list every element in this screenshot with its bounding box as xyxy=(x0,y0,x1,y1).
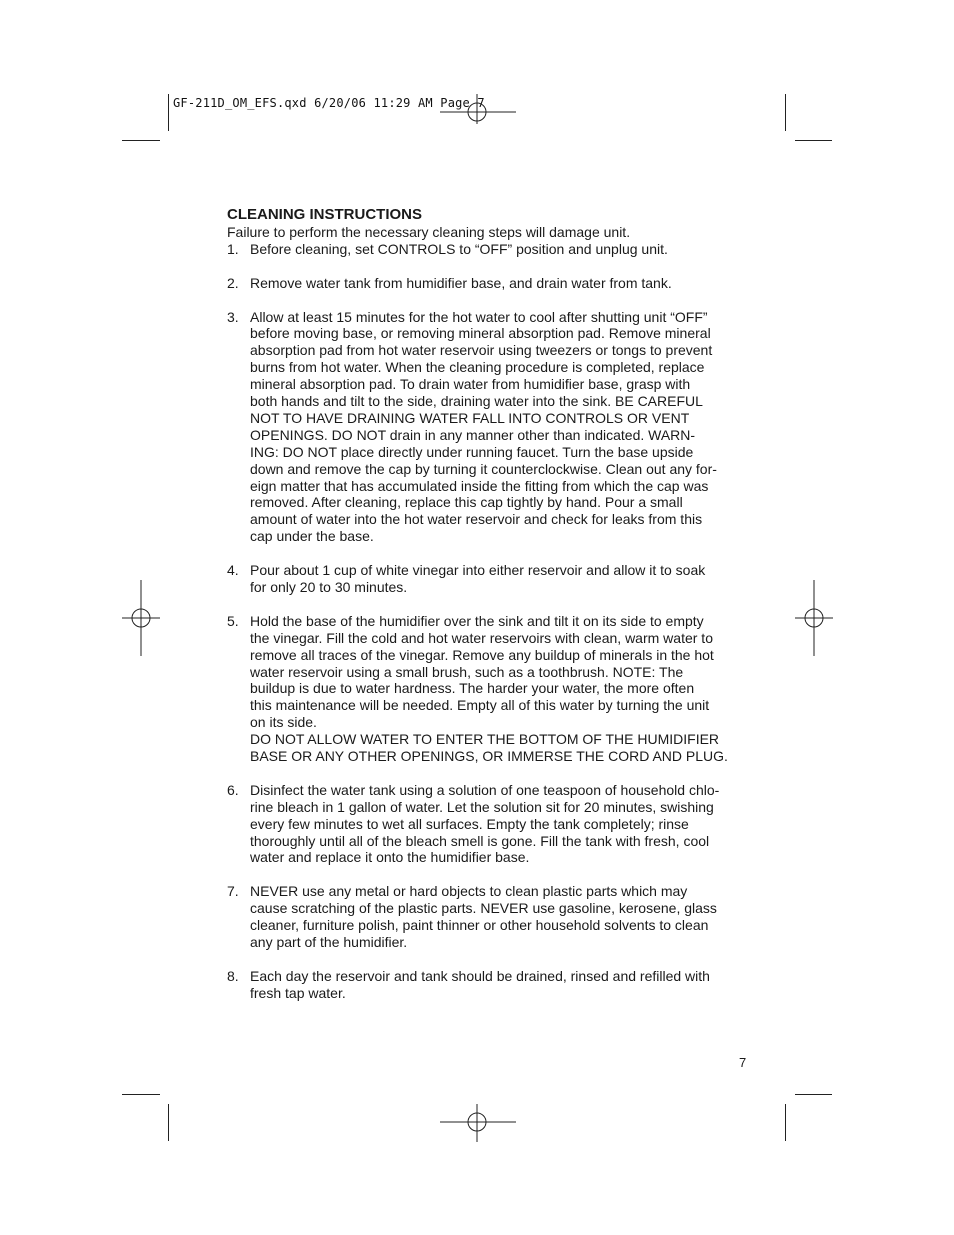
step-text: Disinfect the water tank using a solution of one teaspoon of household chlo- rine bleach in 1 gallon of water. Let the solution sit for 20 minutes, swishing every few minutes to wet all surfaces. Empty the tank completely; rinse thoroughly until all of the bleach smell is gone. Fill the tank with fresh, cool water and replace it onto the humidifier base. xyxy=(250,781,720,866)
cleaning-instructions xyxy=(227,205,733,1018)
list-item xyxy=(227,562,733,596)
page-number: 7 xyxy=(739,1055,747,1070)
step-text: Remove water tank from humidifier base, and drain water from tank. xyxy=(250,274,672,291)
step-number: 2. xyxy=(227,274,239,291)
steps-list xyxy=(227,241,733,1002)
registration-mark xyxy=(795,580,833,656)
crop-mark xyxy=(122,1094,160,1095)
step-text: Pour about 1 cup of white vinegar into either reservoir and allow it to soak for only 20 to 30 minutes. xyxy=(250,562,706,595)
step-text: Each day the reservoir and tank should be drained, rinsed and refilled with fresh tap water. xyxy=(250,967,710,1001)
print-slug: GF-211D_OM_EFS.qxd 6/20/06 11:29 AM Page 7 xyxy=(173,96,485,110)
step-text: Before cleaning, set CONTROLS to “OFF” position and unplug unit. xyxy=(250,240,668,257)
crop-mark xyxy=(168,1104,169,1141)
list-item xyxy=(227,883,733,951)
list-item xyxy=(227,968,733,1002)
step-number: 5. xyxy=(227,612,239,629)
step-number: 3. xyxy=(227,308,239,325)
step-text: NEVER use any metal or hard objects to clean plastic parts which may cause scratching of the plastic parts. NEVER use gasoline, kerosene, glass cleaner, furniture polish, paint thinner or other household solvents to clean any part of the humidifier. xyxy=(250,883,717,950)
intro-text: Failure to perform the necessary cleaning steps will damage unit. xyxy=(227,224,631,240)
step-number: 7. xyxy=(227,883,239,900)
list-item xyxy=(227,309,733,546)
step-number: 8. xyxy=(227,967,239,984)
step-number: 4. xyxy=(227,562,239,579)
crop-mark xyxy=(795,1094,832,1095)
crop-mark xyxy=(785,1104,786,1141)
registration-mark xyxy=(440,1104,516,1142)
crop-mark xyxy=(122,140,160,141)
step-text: Allow at least 15 minutes for the hot water to cool after shutting unit “OFF” before moving base, or removing mineral absorption pad. Remove mineral absorption pad from hot water reservoir using tweezers or tongs to prevent burns from hot water. When the cleaning procedure is completed, replace mineral absorption pad. To drain water from humidifier base, grasp with both hands and tilt to the side, draining water into the sink. BE CAREFUL NOT TO HAVE DRAINING WATER FALL INTO CONTROLS OR VENT OPENINGS. DO NOT drain in any manner other than indicated. WARN- ING: DO NOT place directly under running faucet. Turn the base upside down and remove the cap by turning it counterclockwise. Clean out any for- eign matter that has accumulated inside the fitting from which the cap was removed. After cleaning, replace this cap tightly by hand. Pour a small amount of water into the hot water reservoir and check for leaks from this cap under the base. xyxy=(250,308,717,545)
list-item xyxy=(227,613,733,765)
section-heading: CLEANING INSTRUCTIONS xyxy=(227,206,422,223)
step-text: Hold the base of the humidifier over the sink and tilt it on its side to empty the vinegar. Fill the cold and hot water reservoirs with clean, warm water to remove all traces of the vinegar. Remove any buildup of minerals in the hot water reservoir using a small brush, such as a toothbrush. NOTE: The buildup is due to water hardness. The harder your water, the more often this maintenance will be needed. Empty all of this water by turning the unit on its side. DO NOT ALLOW WATER TO ENTER THE BOTTOM OF THE HUMIDIFIER BASE OR ANY OTHER OPENINGS, OR IMMERSE THE CORD AND PLUG. xyxy=(250,612,728,765)
registration-mark xyxy=(122,580,160,656)
list-item xyxy=(227,782,733,867)
list-item xyxy=(227,275,733,292)
step-number: 1. xyxy=(227,240,239,257)
step-number: 6. xyxy=(227,781,239,798)
list-item xyxy=(227,241,733,258)
crop-mark xyxy=(168,94,169,131)
crop-mark xyxy=(795,140,832,141)
registration-mark xyxy=(440,94,516,124)
crop-mark xyxy=(785,94,786,131)
